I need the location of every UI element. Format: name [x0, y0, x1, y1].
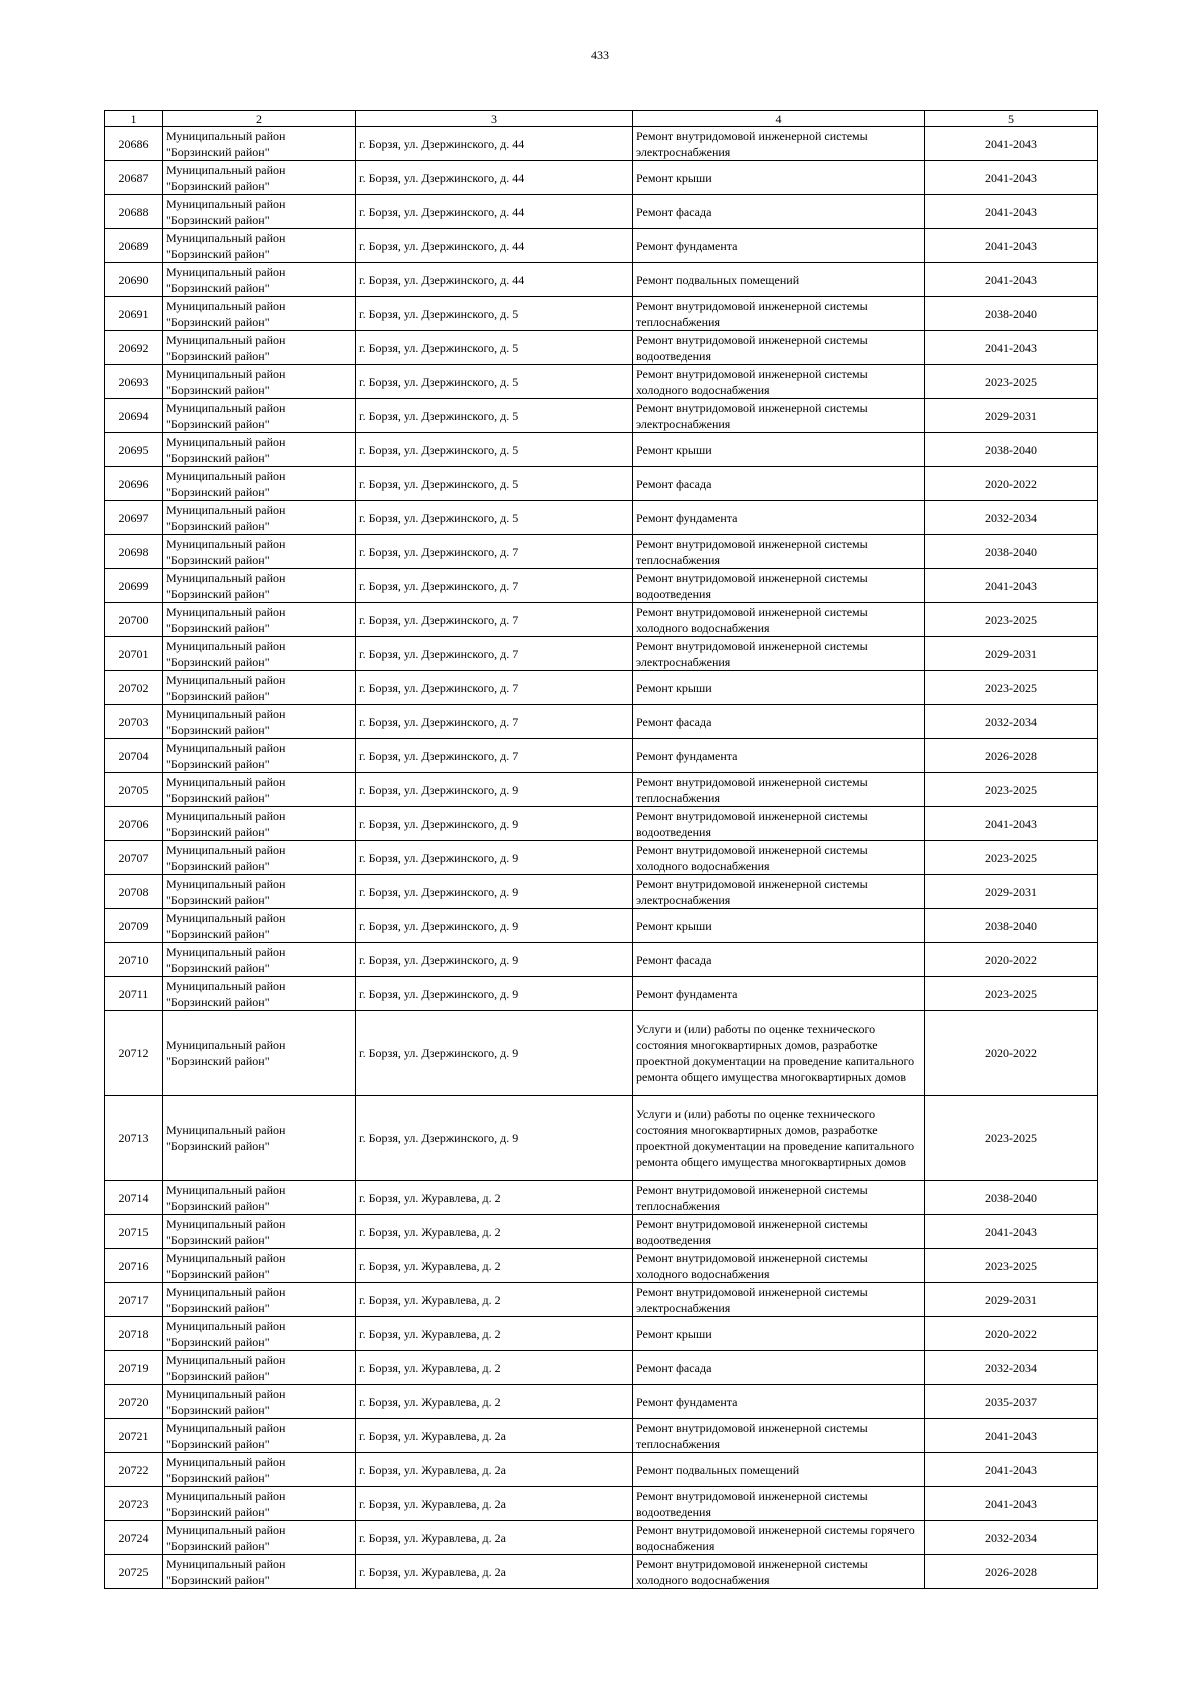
row-number-cell: 20690	[105, 263, 163, 297]
municipality-cell: Муниципальный район "Борзинский район"	[163, 705, 356, 739]
row-number-cell: 20693	[105, 365, 163, 399]
municipality-cell: Муниципальный район "Борзинский район"	[163, 1487, 356, 1521]
municipality-cell: Муниципальный район "Борзинский район"	[163, 1521, 356, 1555]
row-number-cell: 20713	[105, 1096, 163, 1181]
row-number-cell: 20694	[105, 399, 163, 433]
address-cell: г. Борзя, ул. Дзержинского, д. 44	[356, 127, 633, 161]
period-cell: 2023-2025	[925, 365, 1098, 399]
period-cell: 2038-2040	[925, 535, 1098, 569]
address-cell: г. Борзя, ул. Дзержинского, д. 44	[356, 229, 633, 263]
period-cell: 2023-2025	[925, 773, 1098, 807]
work-type-cell: Ремонт внутридомовой инженерной системы водоотведения	[633, 331, 925, 365]
row-number-cell: 20700	[105, 603, 163, 637]
period-cell: 2029-2031	[925, 875, 1098, 909]
row-number-cell: 20722	[105, 1453, 163, 1487]
period-cell: 2038-2040	[925, 909, 1098, 943]
work-type-cell: Ремонт внутридомовой инженерной системы теплоснабжения	[633, 1419, 925, 1453]
address-cell: г. Борзя, ул. Дзержинского, д. 7	[356, 671, 633, 705]
row-number-cell: 20718	[105, 1317, 163, 1351]
table-row	[105, 127, 1098, 161]
row-number-cell: 20699	[105, 569, 163, 603]
address-cell: г. Борзя, ул. Журавлева, д. 2	[356, 1215, 633, 1249]
municipality-cell: Муниципальный район "Борзинский район"	[163, 1096, 356, 1181]
municipality-cell: Муниципальный район "Борзинский район"	[163, 263, 356, 297]
table-row	[105, 1453, 1098, 1487]
municipality-cell: Муниципальный район "Борзинский район"	[163, 127, 356, 161]
municipality-cell: Муниципальный район "Борзинский район"	[163, 1283, 356, 1317]
work-type-cell: Ремонт внутридомовой инженерной системы теплоснабжения	[633, 773, 925, 807]
work-type-cell: Ремонт фасада	[633, 467, 925, 501]
row-number-cell: 20712	[105, 1011, 163, 1096]
address-cell: г. Борзя, ул. Дзержинского, д. 5	[356, 433, 633, 467]
work-type-cell: Ремонт фасада	[633, 705, 925, 739]
row-number-cell: 20708	[105, 875, 163, 909]
municipality-cell: Муниципальный район "Борзинский район"	[163, 875, 356, 909]
period-cell: 2041-2043	[925, 1215, 1098, 1249]
table-row	[105, 297, 1098, 331]
header-row	[105, 111, 1098, 127]
municipality-cell: Муниципальный район "Борзинский район"	[163, 841, 356, 875]
address-cell: г. Борзя, ул. Журавлева, д. 2	[356, 1317, 633, 1351]
period-cell: 2035-2037	[925, 1385, 1098, 1419]
row-number-cell: 20721	[105, 1419, 163, 1453]
work-type-cell: Ремонт фасада	[633, 943, 925, 977]
municipality-cell: Муниципальный район "Борзинский район"	[163, 773, 356, 807]
address-cell: г. Борзя, ул. Дзержинского, д. 44	[356, 195, 633, 229]
municipality-cell: Муниципальный район "Борзинский район"	[163, 977, 356, 1011]
table-row	[105, 467, 1098, 501]
table-row	[105, 1283, 1098, 1317]
work-type-cell: Ремонт крыши	[633, 671, 925, 705]
row-number-cell: 20701	[105, 637, 163, 671]
table-row	[105, 705, 1098, 739]
address-cell: г. Борзя, ул. Дзержинского, д. 9	[356, 773, 633, 807]
period-cell: 2038-2040	[925, 433, 1098, 467]
work-type-cell: Ремонт внутридомовой инженерной системы горячего водоснабжения	[633, 1521, 925, 1555]
address-cell: г. Борзя, ул. Журавлева, д. 2	[356, 1181, 633, 1215]
period-cell: 2026-2028	[925, 1555, 1098, 1589]
work-type-cell: Услуги и (или) работы по оценке технического состояния многоквартирных домов, разработке проектной документации на проведение капитального ремонта общего имущества многоквартирных домов	[633, 1011, 925, 1096]
work-type-cell: Ремонт внутридомовой инженерной системы электроснабжения	[633, 1283, 925, 1317]
municipality-cell: Муниципальный район "Борзинский район"	[163, 1317, 356, 1351]
address-cell: г. Борзя, ул. Дзержинского, д. 44	[356, 263, 633, 297]
address-cell: г. Борзя, ул. Дзержинского, д. 9	[356, 909, 633, 943]
row-number-cell: 20706	[105, 807, 163, 841]
table-row	[105, 229, 1098, 263]
col-header-3: 3	[356, 111, 633, 127]
work-type-cell: Ремонт внутридомовой инженерной системы электроснабжения	[633, 875, 925, 909]
row-number-cell: 20710	[105, 943, 163, 977]
period-cell: 2023-2025	[925, 671, 1098, 705]
table-row	[105, 671, 1098, 705]
period-cell: 2026-2028	[925, 739, 1098, 773]
period-cell: 2020-2022	[925, 943, 1098, 977]
work-type-cell: Ремонт внутридомовой инженерной системы водоотведения	[633, 807, 925, 841]
municipality-cell: Муниципальный район "Борзинский район"	[163, 1419, 356, 1453]
table-row	[105, 943, 1098, 977]
row-number-cell: 20707	[105, 841, 163, 875]
row-number-cell: 20702	[105, 671, 163, 705]
address-cell: г. Борзя, ул. Журавлева, д. 2а	[356, 1555, 633, 1589]
work-type-cell: Услуги и (или) работы по оценке технического состояния многоквартирных домов, разработке проектной документации на проведение капитального ремонта общего имущества многоквартирных домов	[633, 1096, 925, 1181]
address-cell: г. Борзя, ул. Журавлева, д. 2а	[356, 1487, 633, 1521]
work-type-cell: Ремонт крыши	[633, 1317, 925, 1351]
period-cell: 2041-2043	[925, 195, 1098, 229]
table-row	[105, 875, 1098, 909]
municipality-cell: Муниципальный район "Борзинский район"	[163, 739, 356, 773]
work-type-cell: Ремонт крыши	[633, 433, 925, 467]
municipality-cell: Муниципальный район "Борзинский район"	[163, 637, 356, 671]
period-cell: 2020-2022	[925, 1011, 1098, 1096]
municipality-cell: Муниципальный район "Борзинский район"	[163, 603, 356, 637]
table-row	[105, 1521, 1098, 1555]
address-cell: г. Борзя, ул. Дзержинского, д. 5	[356, 467, 633, 501]
period-cell: 2032-2034	[925, 1351, 1098, 1385]
row-number-cell: 20705	[105, 773, 163, 807]
row-number-cell: 20725	[105, 1555, 163, 1589]
address-cell: г. Борзя, ул. Дзержинского, д. 9	[356, 875, 633, 909]
period-cell: 2023-2025	[925, 603, 1098, 637]
work-type-cell: Ремонт внутридомовой инженерной системы водоотведения	[633, 1215, 925, 1249]
period-cell: 2041-2043	[925, 1419, 1098, 1453]
address-cell: г. Борзя, ул. Дзержинского, д. 5	[356, 297, 633, 331]
table-row	[105, 161, 1098, 195]
address-cell: г. Борзя, ул. Журавлева, д. 2а	[356, 1521, 633, 1555]
period-cell: 2041-2043	[925, 1453, 1098, 1487]
municipality-cell: Муниципальный район "Борзинский район"	[163, 1351, 356, 1385]
table-row	[105, 841, 1098, 875]
table-row	[105, 569, 1098, 603]
col-header-4: 4	[633, 111, 925, 127]
address-cell: г. Борзя, ул. Дзержинского, д. 9	[356, 1011, 633, 1096]
table-row	[105, 637, 1098, 671]
period-cell: 2032-2034	[925, 501, 1098, 535]
address-cell: г. Борзя, ул. Дзержинского, д. 7	[356, 705, 633, 739]
period-cell: 2029-2031	[925, 637, 1098, 671]
work-type-cell: Ремонт внутридомовой инженерной системы теплоснабжения	[633, 1181, 925, 1215]
row-number-cell: 20703	[105, 705, 163, 739]
municipality-cell: Муниципальный район "Борзинский район"	[163, 807, 356, 841]
address-cell: г. Борзя, ул. Дзержинского, д. 9	[356, 977, 633, 1011]
table-row	[105, 195, 1098, 229]
work-type-cell: Ремонт внутридомовой инженерной системы теплоснабжения	[633, 535, 925, 569]
table-row	[105, 977, 1098, 1011]
period-cell: 2041-2043	[925, 1487, 1098, 1521]
address-cell: г. Борзя, ул. Дзержинского, д. 7	[356, 739, 633, 773]
table-row	[105, 535, 1098, 569]
period-cell: 2029-2031	[925, 399, 1098, 433]
period-cell: 2029-2031	[925, 1283, 1098, 1317]
address-cell: г. Борзя, ул. Дзержинского, д. 5	[356, 331, 633, 365]
row-number-cell: 20686	[105, 127, 163, 161]
col-header-2: 2	[163, 111, 356, 127]
address-cell: г. Борзя, ул. Журавлева, д. 2а	[356, 1453, 633, 1487]
municipality-cell: Муниципальный район "Борзинский район"	[163, 195, 356, 229]
period-cell: 2020-2022	[925, 467, 1098, 501]
row-number-cell: 20687	[105, 161, 163, 195]
work-type-cell: Ремонт внутридомовой инженерной системы холодного водоснабжения	[633, 841, 925, 875]
work-type-cell: Ремонт внутридомовой инженерной системы теплоснабжения	[633, 297, 925, 331]
work-type-cell: Ремонт внутридомовой инженерной системы холодного водоснабжения	[633, 603, 925, 637]
table-row	[105, 501, 1098, 535]
row-number-cell: 20704	[105, 739, 163, 773]
work-type-cell: Ремонт крыши	[633, 161, 925, 195]
row-number-cell: 20692	[105, 331, 163, 365]
address-cell: г. Борзя, ул. Дзержинского, д. 9	[356, 943, 633, 977]
table-row	[105, 1249, 1098, 1283]
table-row	[105, 263, 1098, 297]
municipality-cell: Муниципальный район "Борзинский район"	[163, 161, 356, 195]
address-cell: г. Борзя, ул. Дзержинского, д. 5	[356, 365, 633, 399]
table-row	[105, 1487, 1098, 1521]
row-number-cell: 20688	[105, 195, 163, 229]
row-number-cell: 20709	[105, 909, 163, 943]
table-row	[105, 807, 1098, 841]
municipality-cell: Муниципальный район "Борзинский район"	[163, 569, 356, 603]
table-row	[105, 1555, 1098, 1589]
row-number-cell: 20715	[105, 1215, 163, 1249]
municipality-cell: Муниципальный район "Борзинский район"	[163, 331, 356, 365]
municipality-cell: Муниципальный район "Борзинский район"	[163, 535, 356, 569]
table-body	[105, 127, 1098, 1589]
table-header	[105, 111, 1098, 127]
row-number-cell: 20689	[105, 229, 163, 263]
address-cell: г. Борзя, ул. Дзержинского, д. 7	[356, 535, 633, 569]
period-cell: 2020-2022	[925, 1317, 1098, 1351]
work-type-cell: Ремонт фундамента	[633, 501, 925, 535]
table-row	[105, 1181, 1098, 1215]
address-cell: г. Борзя, ул. Журавлева, д. 2а	[356, 1419, 633, 1453]
work-type-cell: Ремонт внутридомовой инженерной системы электроснабжения	[633, 399, 925, 433]
municipality-cell: Муниципальный район "Борзинский район"	[163, 943, 356, 977]
address-cell: г. Борзя, ул. Дзержинского, д. 5	[356, 399, 633, 433]
work-type-cell: Ремонт подвальных помещений	[633, 263, 925, 297]
work-type-cell: Ремонт крыши	[633, 909, 925, 943]
period-cell: 2041-2043	[925, 229, 1098, 263]
table-row	[105, 739, 1098, 773]
row-number-cell: 20695	[105, 433, 163, 467]
work-type-cell: Ремонт фасада	[633, 195, 925, 229]
table-row	[105, 1096, 1098, 1181]
municipality-cell: Муниципальный район "Борзинский район"	[163, 399, 356, 433]
table-row	[105, 1419, 1098, 1453]
table-row	[105, 909, 1098, 943]
municipality-cell: Муниципальный район "Борзинский район"	[163, 229, 356, 263]
period-cell: 2032-2034	[925, 1521, 1098, 1555]
work-type-cell: Ремонт подвальных помещений	[633, 1453, 925, 1487]
address-cell: г. Борзя, ул. Дзержинского, д. 9	[356, 1096, 633, 1181]
address-cell: г. Борзя, ул. Дзержинского, д. 7	[356, 603, 633, 637]
address-cell: г. Борзя, ул. Дзержинского, д. 7	[356, 569, 633, 603]
work-type-cell: Ремонт внутридомовой инженерной системы холодного водоснабжения	[633, 1249, 925, 1283]
work-type-cell: Ремонт внутридомовой инженерной системы электроснабжения	[633, 637, 925, 671]
address-cell: г. Борзя, ул. Журавлева, д. 2	[356, 1351, 633, 1385]
work-type-cell: Ремонт фасада	[633, 1351, 925, 1385]
address-cell: г. Борзя, ул. Дзержинского, д. 7	[356, 637, 633, 671]
row-number-cell: 20719	[105, 1351, 163, 1385]
work-type-cell: Ремонт фундамента	[633, 229, 925, 263]
work-type-cell: Ремонт внутридомовой инженерной системы холодного водоснабжения	[633, 1555, 925, 1589]
municipality-cell: Муниципальный район "Борзинский район"	[163, 501, 356, 535]
period-cell: 2041-2043	[925, 161, 1098, 195]
work-type-cell: Ремонт фундамента	[633, 739, 925, 773]
capital-repair-table	[104, 110, 1098, 1589]
work-type-cell: Ремонт внутридомовой инженерной системы водоотведения	[633, 1487, 925, 1521]
period-cell: 2023-2025	[925, 841, 1098, 875]
municipality-cell: Муниципальный район "Борзинский район"	[163, 467, 356, 501]
municipality-cell: Муниципальный район "Борзинский район"	[163, 1011, 356, 1096]
col-header-5: 5	[925, 111, 1098, 127]
period-cell: 2038-2040	[925, 297, 1098, 331]
row-number-cell: 20724	[105, 1521, 163, 1555]
municipality-cell: Муниципальный район "Борзинский район"	[163, 297, 356, 331]
period-cell: 2023-2025	[925, 1249, 1098, 1283]
municipality-cell: Муниципальный район "Борзинский район"	[163, 1385, 356, 1419]
address-cell: г. Борзя, ул. Дзержинского, д. 9	[356, 841, 633, 875]
page-number: 433	[591, 48, 609, 62]
work-type-cell: Ремонт внутридомовой инженерной системы электроснабжения	[633, 127, 925, 161]
period-cell: 2032-2034	[925, 705, 1098, 739]
address-cell: г. Борзя, ул. Дзержинского, д. 44	[356, 161, 633, 195]
work-type-cell: Ремонт фундамента	[633, 1385, 925, 1419]
row-number-cell: 20711	[105, 977, 163, 1011]
period-cell: 2038-2040	[925, 1181, 1098, 1215]
row-number-cell: 20720	[105, 1385, 163, 1419]
period-cell: 2041-2043	[925, 569, 1098, 603]
work-type-cell: Ремонт внутридомовой инженерной системы водоотведения	[633, 569, 925, 603]
address-cell: г. Борзя, ул. Журавлева, д. 2	[356, 1283, 633, 1317]
period-cell: 2023-2025	[925, 977, 1098, 1011]
municipality-cell: Муниципальный район "Борзинский район"	[163, 1555, 356, 1589]
row-number-cell: 20723	[105, 1487, 163, 1521]
table-row	[105, 399, 1098, 433]
municipality-cell: Муниципальный район "Борзинский район"	[163, 909, 356, 943]
row-number-cell: 20696	[105, 467, 163, 501]
municipality-cell: Муниципальный район "Борзинский район"	[163, 671, 356, 705]
row-number-cell: 20698	[105, 535, 163, 569]
period-cell: 2041-2043	[925, 807, 1098, 841]
table-row	[105, 331, 1098, 365]
period-cell: 2023-2025	[925, 1096, 1098, 1181]
table-row	[105, 1351, 1098, 1385]
table-row	[105, 1011, 1098, 1096]
table-row	[105, 1215, 1098, 1249]
table-row	[105, 1317, 1098, 1351]
address-cell: г. Борзя, ул. Журавлева, д. 2	[356, 1249, 633, 1283]
period-cell: 2041-2043	[925, 263, 1098, 297]
period-cell: 2041-2043	[925, 127, 1098, 161]
row-number-cell: 20717	[105, 1283, 163, 1317]
municipality-cell: Муниципальный район "Борзинский район"	[163, 433, 356, 467]
row-number-cell: 20716	[105, 1249, 163, 1283]
row-number-cell: 20691	[105, 297, 163, 331]
address-cell: г. Борзя, ул. Дзержинского, д. 9	[356, 807, 633, 841]
col-header-1: 1	[105, 111, 163, 127]
period-cell: 2041-2043	[925, 331, 1098, 365]
municipality-cell: Муниципальный район "Борзинский район"	[163, 1249, 356, 1283]
municipality-cell: Муниципальный район "Борзинский район"	[163, 1215, 356, 1249]
table-row	[105, 433, 1098, 467]
table-row	[105, 1385, 1098, 1419]
municipality-cell: Муниципальный район "Борзинский район"	[163, 365, 356, 399]
row-number-cell: 20697	[105, 501, 163, 535]
table-row	[105, 603, 1098, 637]
table-row	[105, 365, 1098, 399]
table-row	[105, 773, 1098, 807]
address-cell: г. Борзя, ул. Журавлева, д. 2	[356, 1385, 633, 1419]
work-type-cell: Ремонт внутридомовой инженерной системы холодного водоснабжения	[633, 365, 925, 399]
work-type-cell: Ремонт фундамента	[633, 977, 925, 1011]
municipality-cell: Муниципальный район "Борзинский район"	[163, 1181, 356, 1215]
municipality-cell: Муниципальный район "Борзинский район"	[163, 1453, 356, 1487]
row-number-cell: 20714	[105, 1181, 163, 1215]
address-cell: г. Борзя, ул. Дзержинского, д. 5	[356, 501, 633, 535]
